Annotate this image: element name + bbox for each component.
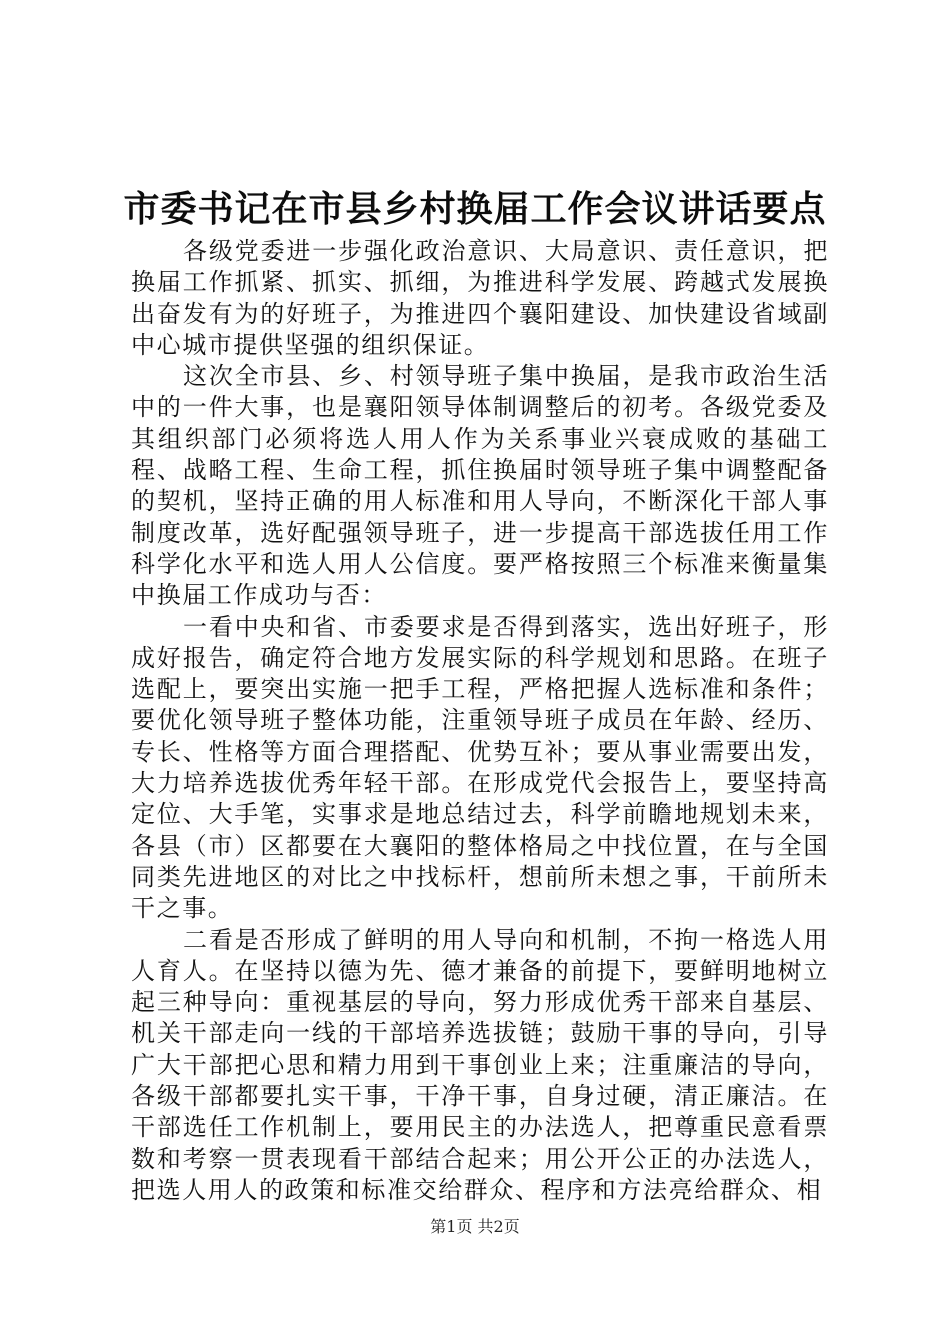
document-body bbox=[131, 236, 829, 1206]
document-title: 市委书记在市县乡村换届工作会议讲话要点 bbox=[123, 189, 827, 230]
page-footer: 第1页 共2页 bbox=[430, 1217, 520, 1236]
paragraph-2: 这次全市县、乡、村领导班子集中换届，是我市政治生活中的一件大事，也是襄阳领导体制调整后的初考。各级党委及其组织部门必须将选人用人作为关系事业兴衰成败的基础工程、战略工程、生命工程，抓住换届时领导班子集中调整配备的契机，坚持正确的用人标准和用人导向，不断深化干部人事制度改革，选好配强领导班子，进一步提高干部选拔任用工作科学化水平和选人用人公信度。要严格按照三个标准来衡量集中换届工作成功与否： bbox=[131, 362, 829, 610]
paragraph-4: 二看是否形成了鲜明的用人导向和机制，不拘一格选人用人育人。在坚持以德为先、德才兼备的前提下，要鲜明地树立起三种导向：重视基层的导向，努力形成优秀干部来自基层、机关干部走向一线的干部培养选拔链；鼓励干事的导向，引导广大干部把心思和精力用到干事创业上来；注重廉洁的导向，各级干部都要扎实干事，干净干事，自身过硬，清正廉洁。在干部选任工作机制上，要用民主的办法选人，把尊重民意看票数和考察一贯表现看干部结合起来；用公开公正的办法选人，把选人用人的政策和标准交给群众、程序和方法亮给群众、相 bbox=[131, 925, 829, 1204]
paragraph-1: 各级党委进一步强化政治意识、大局意识、责任意识，把换届工作抓紧、抓实、抓细，为推进科学发展、跨越式发展换出奋发有为的好班子，为推进四个襄阳建设、加快建设省域副中心城市提供坚强的组织保证。 bbox=[131, 237, 829, 359]
paragraph-3: 一看中央和省、市委要求是否得到落实，选出好班子，形成好报告，确定符合地方发展实际的科学规划和思路。在班子选配上，要突出实施一把手工程，严格把握人选标准和条件；要优化领导班子整体功能，注重领导班子成员在年龄、经历、专长、性格等方面合理搭配、优势互补；要从事业需要出发，大力培养选拔优秀年轻干部。在形成党代会报告上，要坚持高定位、大手笔，实事求是地总结过去，科学前瞻地规划未来，各县（市）区都要在大襄阳的整体格局之中找位置，在与全国同类先进地区的对比之中找标杆，想前所未想之事，干前所未干之事。 bbox=[131, 612, 829, 923]
